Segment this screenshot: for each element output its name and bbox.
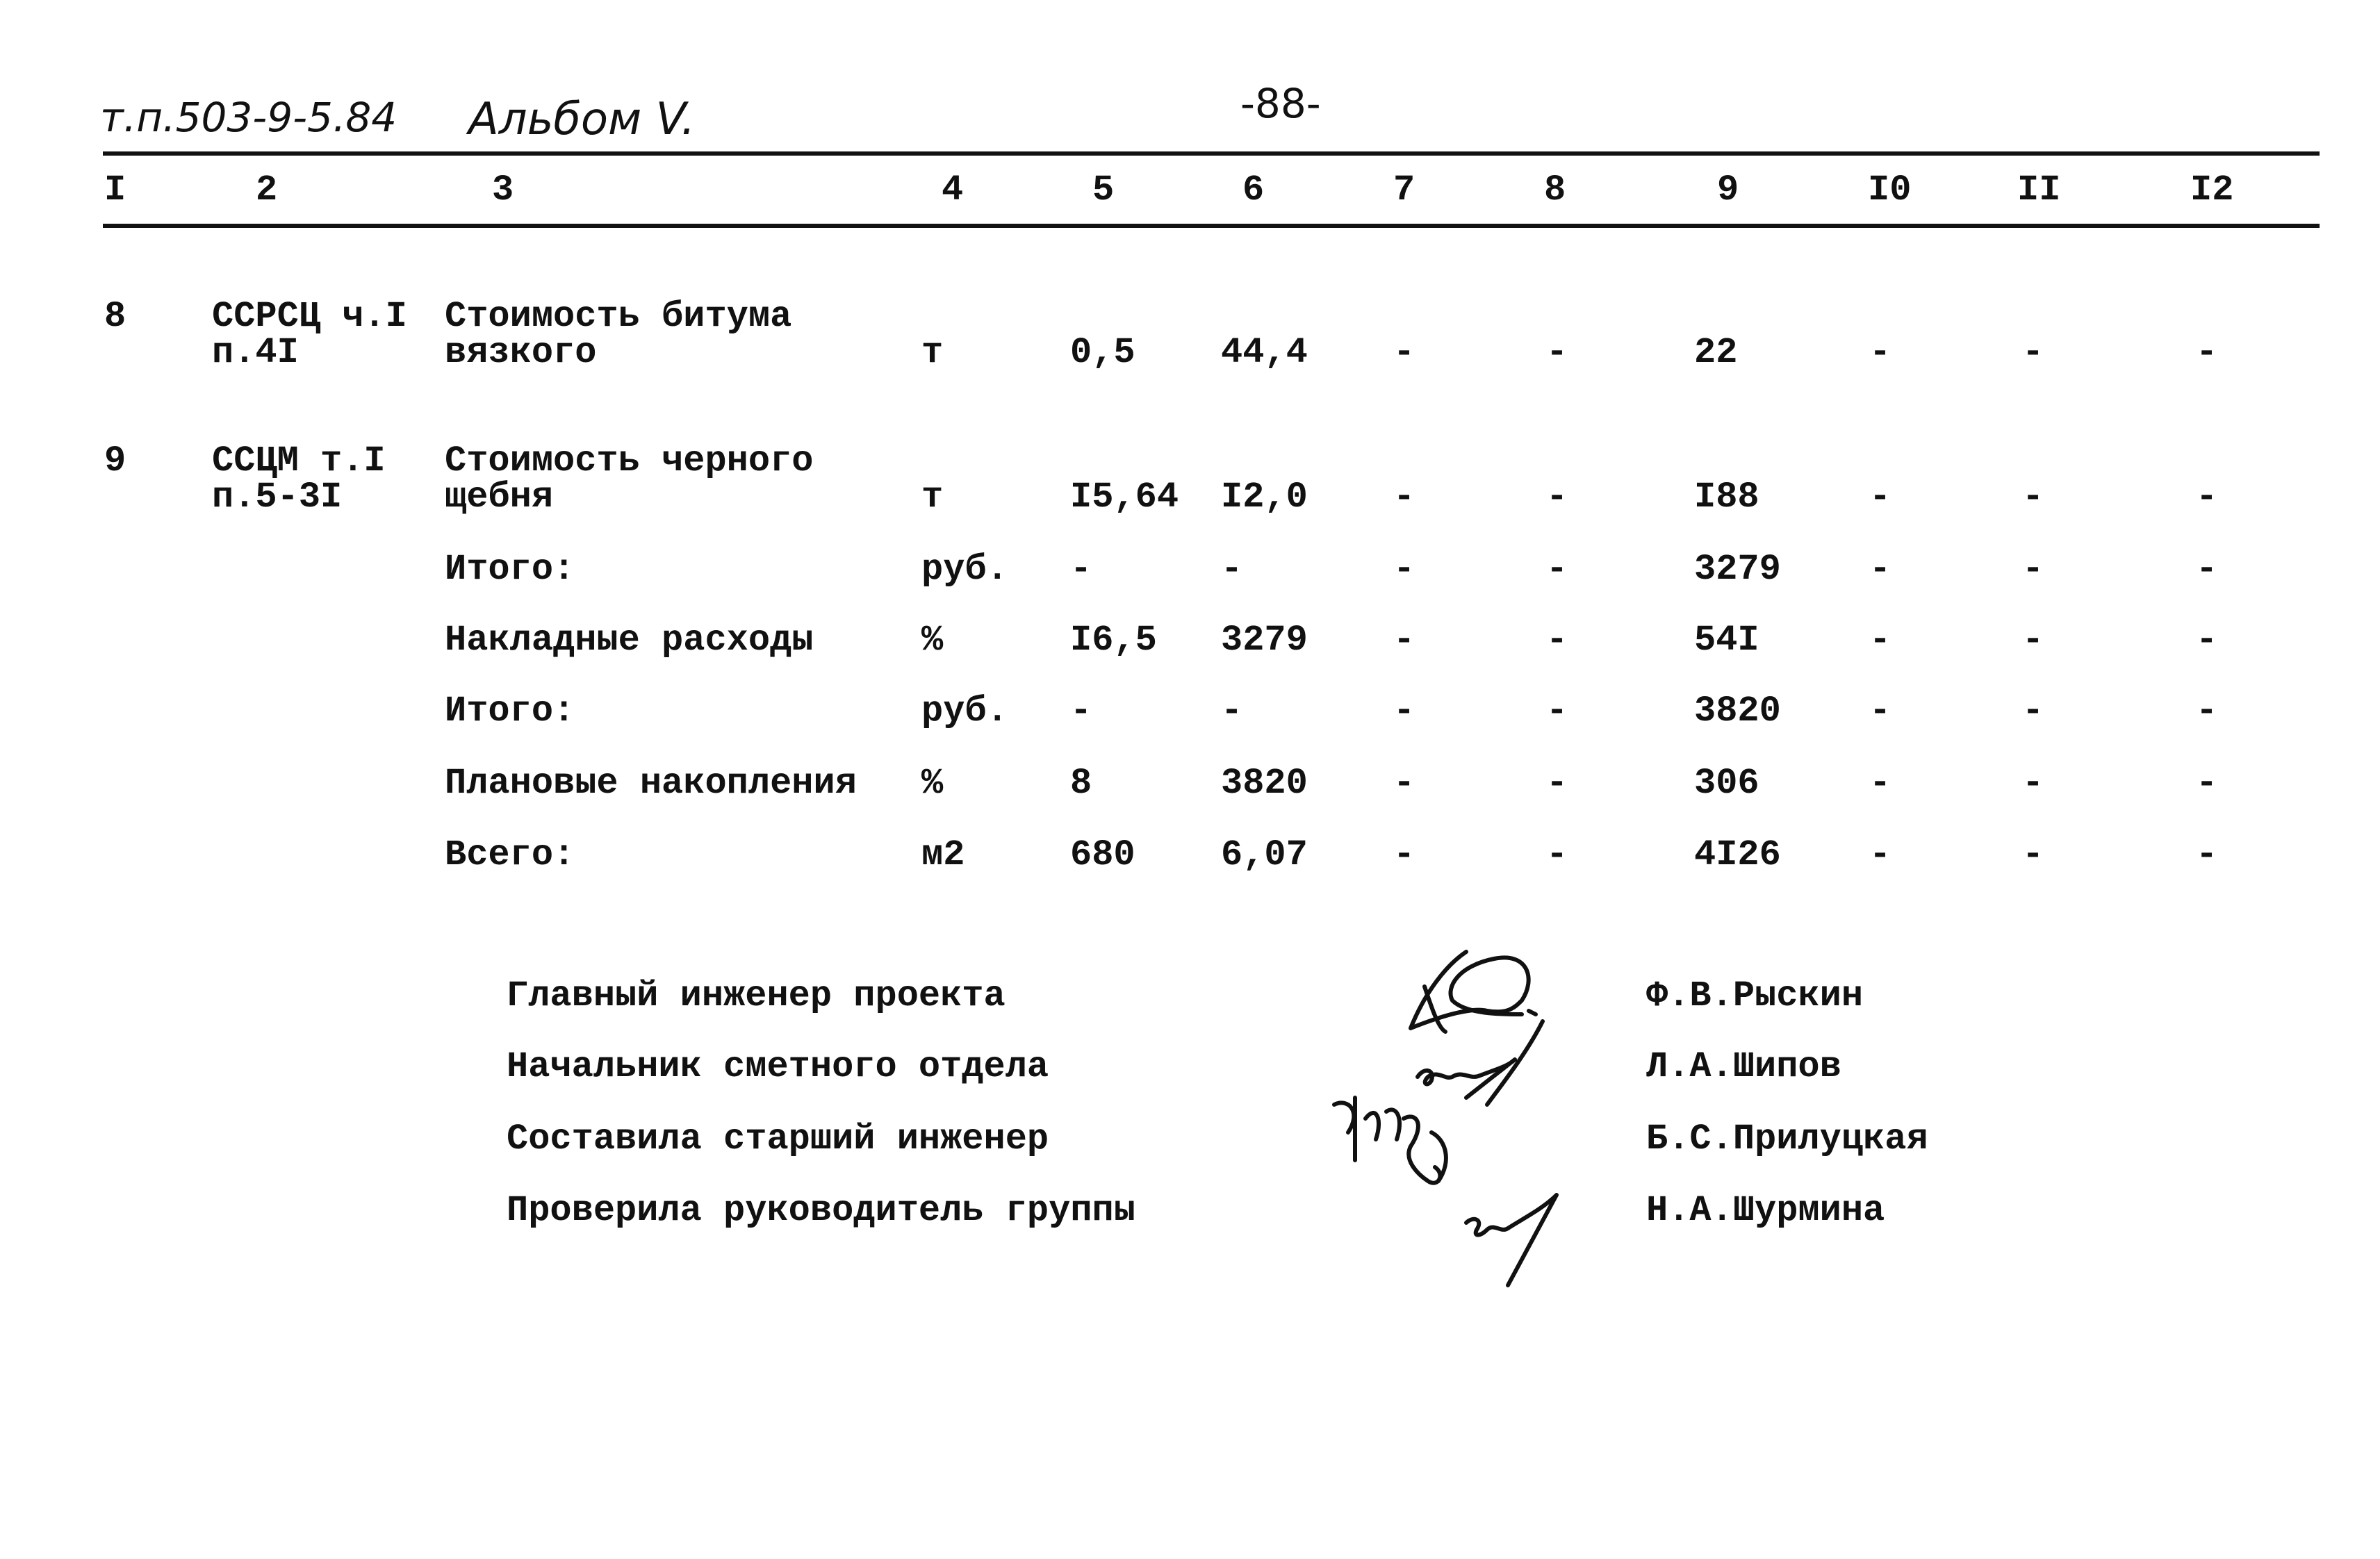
row-reference: ССЦМ т.I	[212, 440, 386, 481]
cell-col12: -	[2196, 549, 2218, 590]
col-header: 4	[942, 170, 964, 211]
cell-col7: -	[1393, 691, 1415, 732]
row-description: Итого:	[445, 691, 575, 732]
cell-col7: -	[1393, 620, 1415, 661]
cell-col7: -	[1393, 549, 1415, 590]
cell-col6: -	[1221, 549, 1243, 590]
cell-col8: -	[1546, 691, 1568, 732]
col-header: I0	[1868, 170, 1912, 211]
cell-col8: -	[1546, 763, 1568, 804]
row-description: Стоимость битума	[445, 296, 792, 337]
row-description: Накладные расходы	[445, 620, 814, 661]
signatory-name: Л.А.Шипов	[1646, 1046, 1841, 1087]
col-header: II	[2017, 170, 2061, 211]
cell-col11: -	[2022, 477, 2044, 518]
col-header: I	[104, 170, 126, 211]
table-row	[0, 296, 2380, 382]
cell-col9: 3820	[1694, 691, 1781, 732]
cell-col9: 22	[1694, 332, 1738, 373]
cell-col10: -	[1869, 477, 1891, 518]
cell-col7: -	[1393, 834, 1415, 875]
handwritten-signatures	[1306, 910, 1654, 1299]
cell-col10: -	[1869, 620, 1891, 661]
row-description: Итого:	[445, 549, 575, 590]
cell-col9: 3279	[1694, 549, 1781, 590]
signatory-name: Ф.В.Рыскин	[1646, 975, 1864, 1016]
cell-col12: -	[2196, 834, 2218, 875]
signatory-title: Проверила руководитель группы	[507, 1190, 1135, 1231]
cell-col10: -	[1869, 691, 1891, 732]
row-unit: руб.	[921, 691, 1008, 732]
signatory-title: Главный инженер проекта	[507, 975, 1006, 1016]
cell-col8: -	[1546, 332, 1568, 373]
header-rule	[103, 224, 2320, 228]
row-unit: руб.	[921, 549, 1008, 590]
cell-col9: 306	[1694, 763, 1759, 804]
cell-col5: 0,5	[1070, 332, 1135, 373]
row-unit: %	[921, 620, 944, 661]
row-reference: п.4I	[212, 332, 299, 373]
cell-col10: -	[1869, 332, 1891, 373]
row-description: вязкого	[445, 332, 597, 373]
cell-col8: -	[1546, 549, 1568, 590]
row-reference: ССРСЦ ч.I	[212, 296, 407, 337]
row-reference: п.5-3I	[212, 477, 343, 518]
cell-col10: -	[1869, 763, 1891, 804]
col-header: 6	[1242, 170, 1265, 211]
signatory-title: Начальник сметного отдела	[507, 1046, 1049, 1087]
col-header: 3	[492, 170, 514, 211]
row-unit: т	[921, 332, 944, 373]
cell-col12: -	[2196, 763, 2218, 804]
cell-col11: -	[2022, 763, 2044, 804]
row-number: 8	[104, 296, 126, 337]
cell-col8: -	[1546, 477, 1568, 518]
cell-col5: I5,64	[1070, 477, 1179, 518]
cell-col6: 44,4	[1221, 332, 1308, 373]
cell-col11: -	[2022, 834, 2044, 875]
col-header: 9	[1717, 170, 1739, 211]
cell-col5: 8	[1070, 763, 1092, 804]
cell-col5: -	[1070, 549, 1092, 590]
cell-col9: 4I26	[1694, 834, 1781, 875]
signature-shurmina	[1466, 1195, 1557, 1285]
cell-col5: -	[1070, 691, 1092, 732]
page-number: -88-	[1240, 80, 1321, 127]
col-header: 5	[1092, 170, 1115, 211]
signatory-name: Н.А.Шурмина	[1646, 1190, 1885, 1231]
cell-col11: -	[2022, 549, 2044, 590]
cell-col9: I88	[1694, 477, 1759, 518]
cell-col12: -	[2196, 477, 2218, 518]
row-description: Стоимость черного	[445, 440, 814, 481]
cell-col8: -	[1546, 834, 1568, 875]
cell-col12: -	[2196, 620, 2218, 661]
top-rule	[103, 151, 2320, 156]
cell-col7: -	[1393, 477, 1415, 518]
cell-col11: -	[2022, 332, 2044, 373]
col-header: I2	[2190, 170, 2234, 211]
cell-col5: I6,5	[1070, 620, 1157, 661]
signature-ryskin	[1411, 952, 1536, 1032]
cell-col12: -	[2196, 332, 2218, 373]
cell-col5: 680	[1070, 834, 1135, 875]
cell-col6: I2,0	[1221, 477, 1308, 518]
cell-col6: 6,07	[1221, 834, 1308, 875]
cell-col6: 3279	[1221, 620, 1308, 661]
row-unit: м2	[921, 834, 965, 875]
row-unit: т	[921, 477, 944, 518]
cell-col6: -	[1221, 691, 1243, 732]
signatory-title: Составила старший инженер	[507, 1119, 1049, 1160]
row-number: 9	[104, 440, 126, 481]
cell-col8: -	[1546, 620, 1568, 661]
column-header-row	[0, 172, 2380, 256]
row-description: щебня	[445, 477, 554, 518]
total-row	[0, 834, 2380, 921]
doc-code: т.п.503-9-5.84	[100, 94, 397, 141]
cell-col9: 54I	[1694, 620, 1759, 661]
cell-col11: -	[2022, 620, 2044, 661]
row-description: Плановые накопления	[445, 763, 857, 804]
cell-col11: -	[2022, 691, 2044, 732]
row-unit: %	[921, 763, 944, 804]
cell-col7: -	[1393, 763, 1415, 804]
signature-prilutskaya	[1334, 1098, 1446, 1183]
cell-col7: -	[1393, 332, 1415, 373]
cell-col10: -	[1869, 834, 1891, 875]
cell-col10: -	[1869, 549, 1891, 590]
signature-shipov	[1418, 1021, 1543, 1105]
album-label: Альбом V.	[468, 94, 696, 145]
signatory-name: Б.С.Прилуцкая	[1646, 1119, 1928, 1160]
cell-col6: 3820	[1221, 763, 1308, 804]
col-header: 7	[1393, 170, 1415, 211]
table-row	[0, 440, 2380, 527]
cell-col12: -	[2196, 691, 2218, 732]
col-header: 8	[1544, 170, 1566, 211]
row-description: Всего:	[445, 834, 575, 875]
col-header: 2	[256, 170, 278, 211]
